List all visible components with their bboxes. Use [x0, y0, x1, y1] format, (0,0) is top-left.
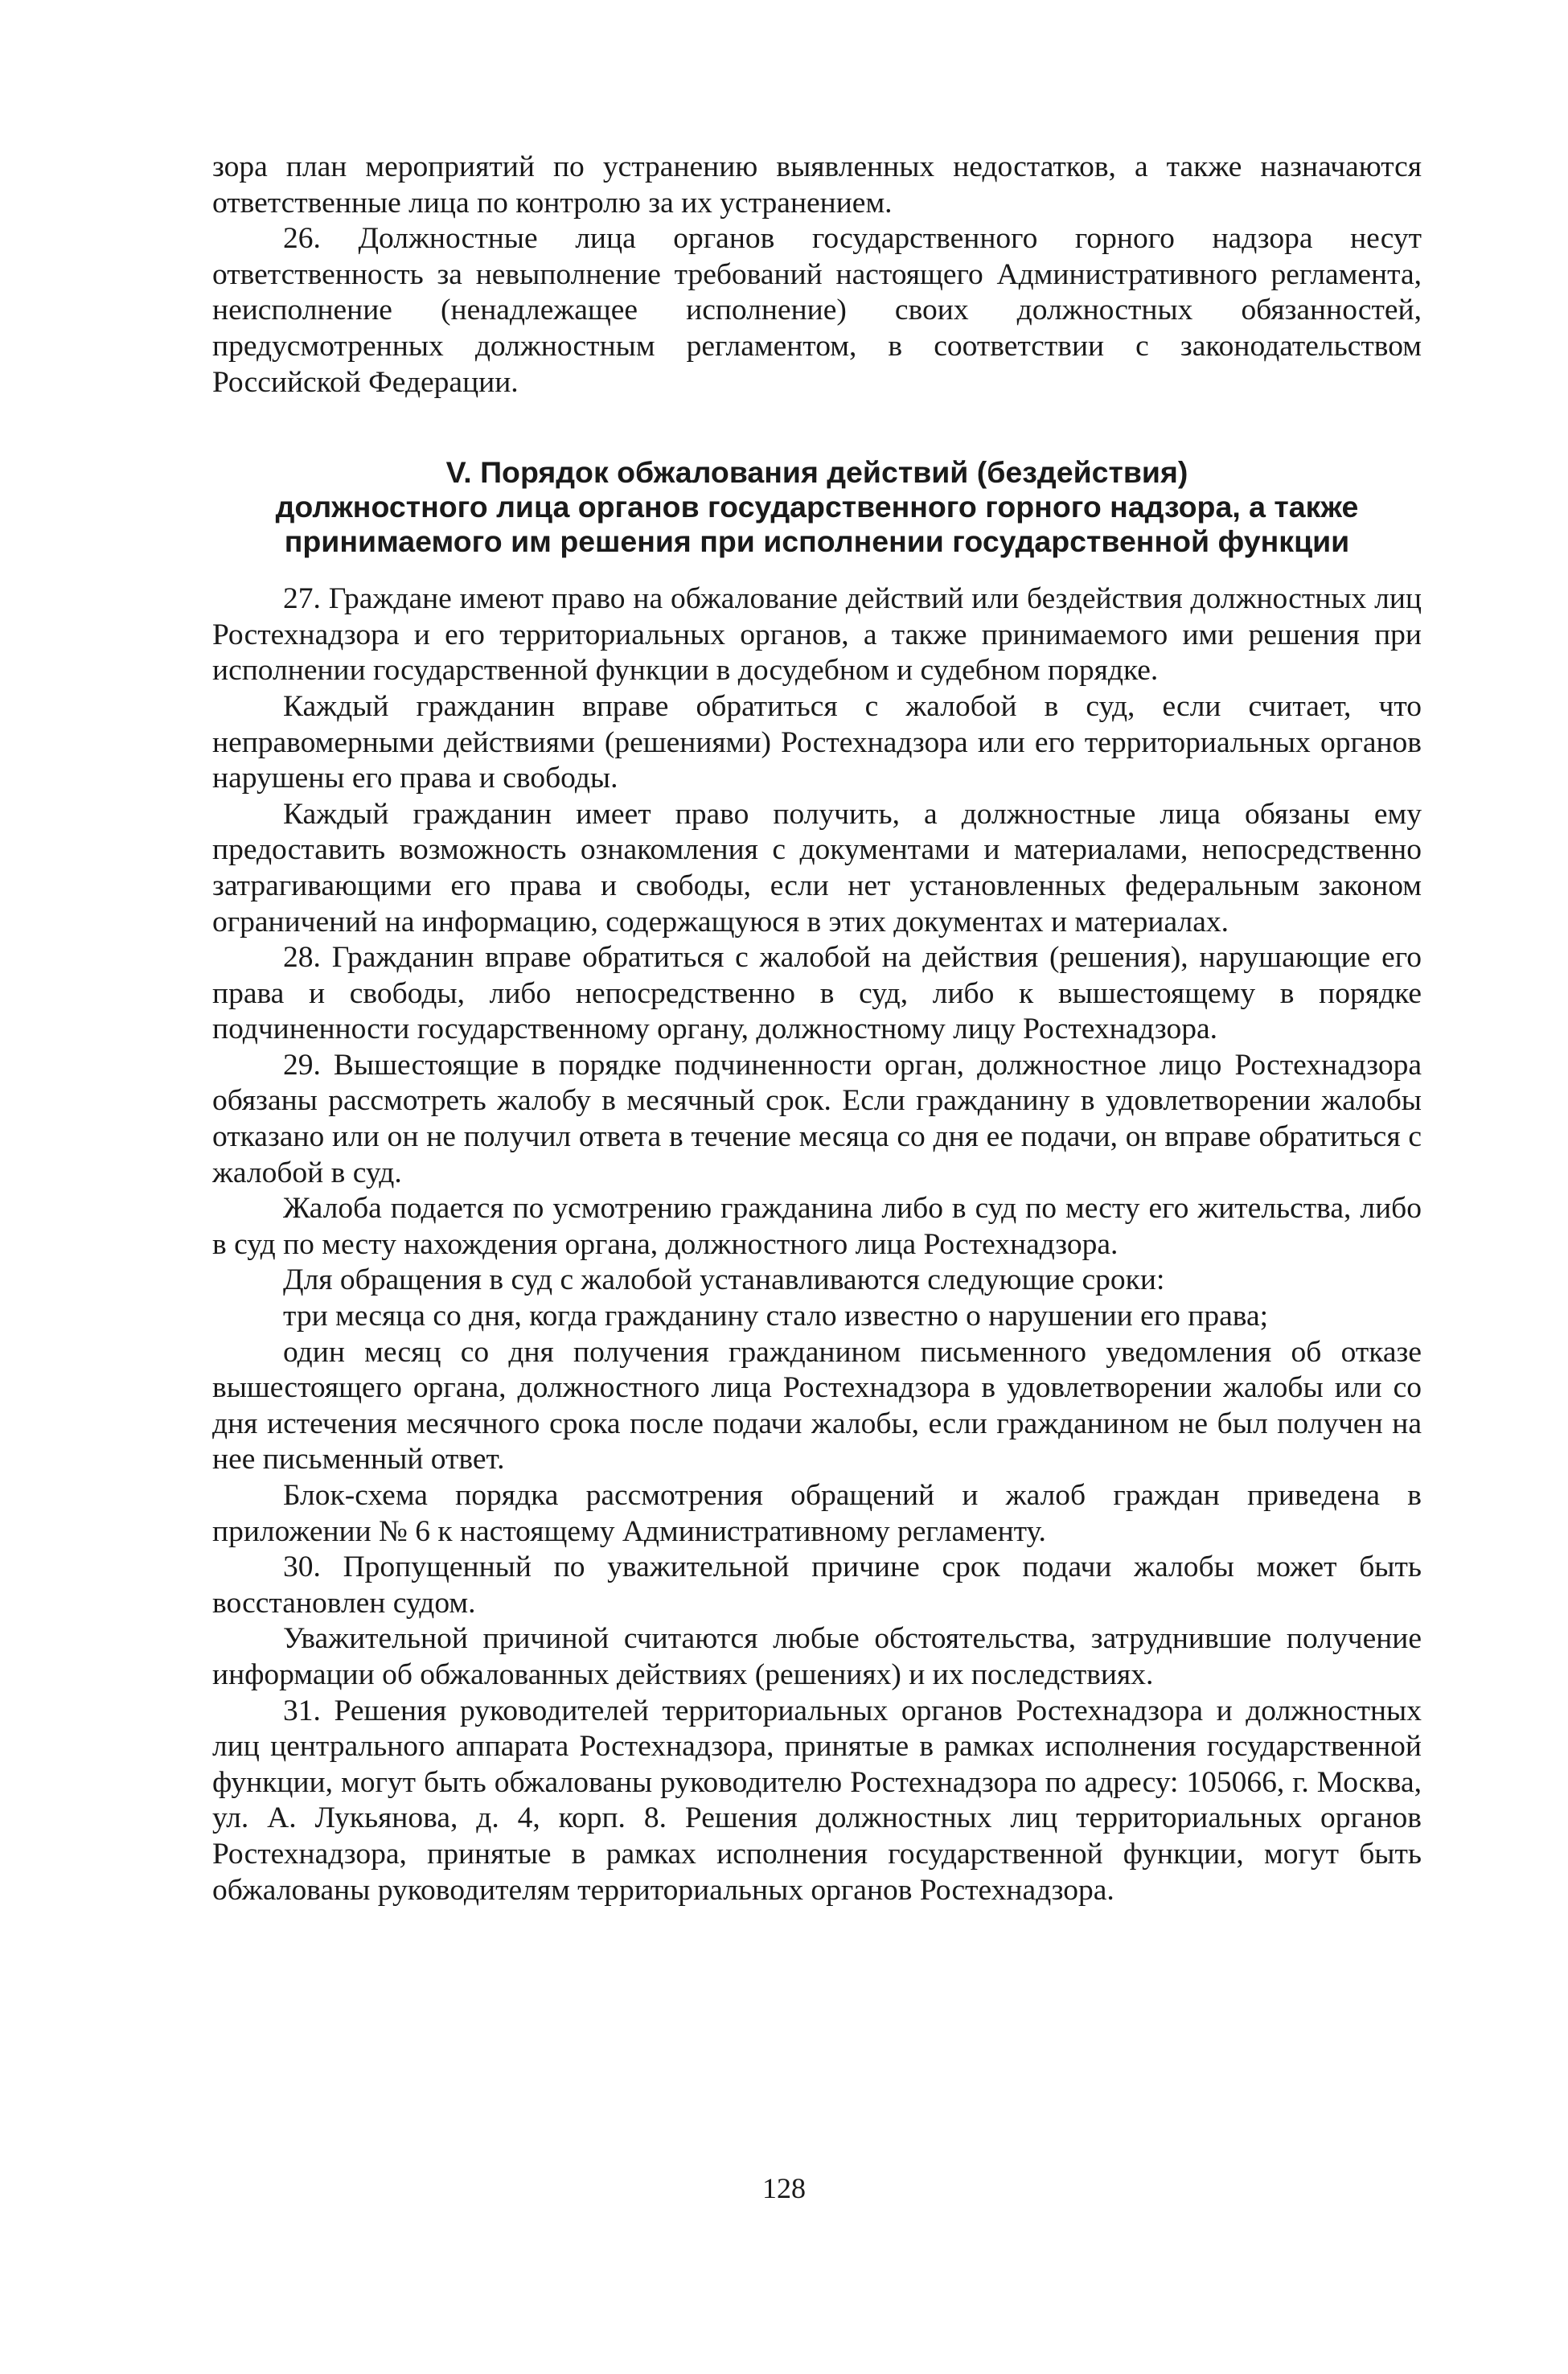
- section-heading-line-1: V. Порядок обжалования действий (бездействия): [445, 455, 1188, 490]
- paragraph-29-term-one-month: один месяц со дня получения гражданином письменного уведомления об отказе вышестоящего органа, должностного лица Ростехнадзора в удовлетворении жалобы или со дня истечения месячного срока после подачи жалобы, если гражданином не был получен на нее письменный ответ.: [212, 1335, 1422, 1477]
- paragraph-27: 27. Граждане имеют право на обжалование действий или бездействия должностных лиц Ростехнадзора и его территориальных органов, а также принимаемого ими решения при исполнении государственной функции в досудебном и судебном порядке.: [212, 582, 1422, 688]
- paragraph-27-access: Каждый гражданин имеет право получить, а должностные лица обязаны ему предоставить возможность ознакомления с документами и материалами, непосредственно затрагивающими его права и свободы, если нет установленных федеральным законом ограничений на информацию, содержащуюся в этих документах и материалах.: [212, 797, 1422, 939]
- paragraph-29-terms-intro: Для обращения в суд с жалобой устанавливаются следующие сроки:: [283, 1263, 1165, 1297]
- document-page: [212, 150, 1422, 1908]
- page-number: 128: [762, 2172, 806, 2204]
- paragraph-31: 31. Решения руководителей территориальных органов Ростехнадзора и должностных лиц центрального аппарата Ростехнадзора, принятые в рамках исполнения государственной функции, могут быть обжалованы руководителю Ростехнадзора по адресу: 105066, г. Москва, ул. А. Лукьянова, д. 4, корп. 8. Решения должностных лиц территориальных органов Ростехнадзора, принятые в рамках исполнения государственной функции, могут быть обжалованы руководителям территориальных органов Ростехнадзора.: [212, 1694, 1422, 1907]
- paragraph-27-court: Каждый гражданин вправе обратиться с жалобой в суд, если считает, что неправомерными действиями (решениями) Ростехнадзора или его территориальных органов нарушены его права и свободы.: [212, 689, 1422, 795]
- paragraph-29: 29. Вышестоящие в порядке подчиненности орган, должностное лицо Ростехнадзора обязаны рассмотреть жалобу в месячный срок. Если гражданину в удовлетворении жалобы отказано или он не получил ответа в течение месяца со дня ее подачи, он вправе обратиться с жалобой в суд.: [212, 1048, 1422, 1189]
- paragraph-29-term-three-months: три месяца со дня, когда гражданину стало известно о нарушении его права;: [283, 1300, 1269, 1333]
- paragraph-26: 26. Должностные лица органов государственного горного надзора несут ответственность за невыполнение требований настоящего Административного регламента, неисполнение (ненадлежащее исполнение) своих должностных обязанностей, предусмотренных должностным регламентом, в соответствии с законодательством Российской Федерации.: [212, 222, 1422, 399]
- paragraph-continuation: зора план мероприятий по устранению выявленных недостатков, а также назначаются ответственные лица по контролю за их устранением.: [212, 150, 1422, 220]
- section-heading-line-2: должностного лица органов государственного горного надзора, а также: [275, 490, 1359, 524]
- section-heading: [212, 455, 1422, 559]
- paragraph-28: 28. Гражданин вправе обратиться с жалобой на действия (решения), нарушающие его права и свободы, либо непосредственно в суд, либо к вышестоящему в порядке подчиненности государственному органу, должностному лицу Ростехнадзора.: [212, 941, 1422, 1046]
- section-heading-line-3: принимаемого им решения при исполнении государственной функции: [284, 524, 1350, 559]
- paragraph-30: 30. Пропущенный по уважительной причине срок подачи жалобы может быть восстановлен судом.: [212, 1550, 1422, 1620]
- paragraph-30-valid-reason: Уважительной причиной считаются любые обстоятельства, затруднившие получение информации об обжалованных действиях (решениях) и их последствиях.: [212, 1622, 1422, 1691]
- paragraph-29-flowchart: Блок-схема порядка рассмотрения обращений и жалоб граждан приведена в приложении № 6 к настоящему Административному регламенту.: [212, 1479, 1422, 1548]
- paragraph-29-venue: Жалоба подается по усмотрению гражданина либо в суд по месту его жительства, либо в суд по месту нахождения органа, должностного лица Ростехнадзора.: [212, 1192, 1422, 1261]
